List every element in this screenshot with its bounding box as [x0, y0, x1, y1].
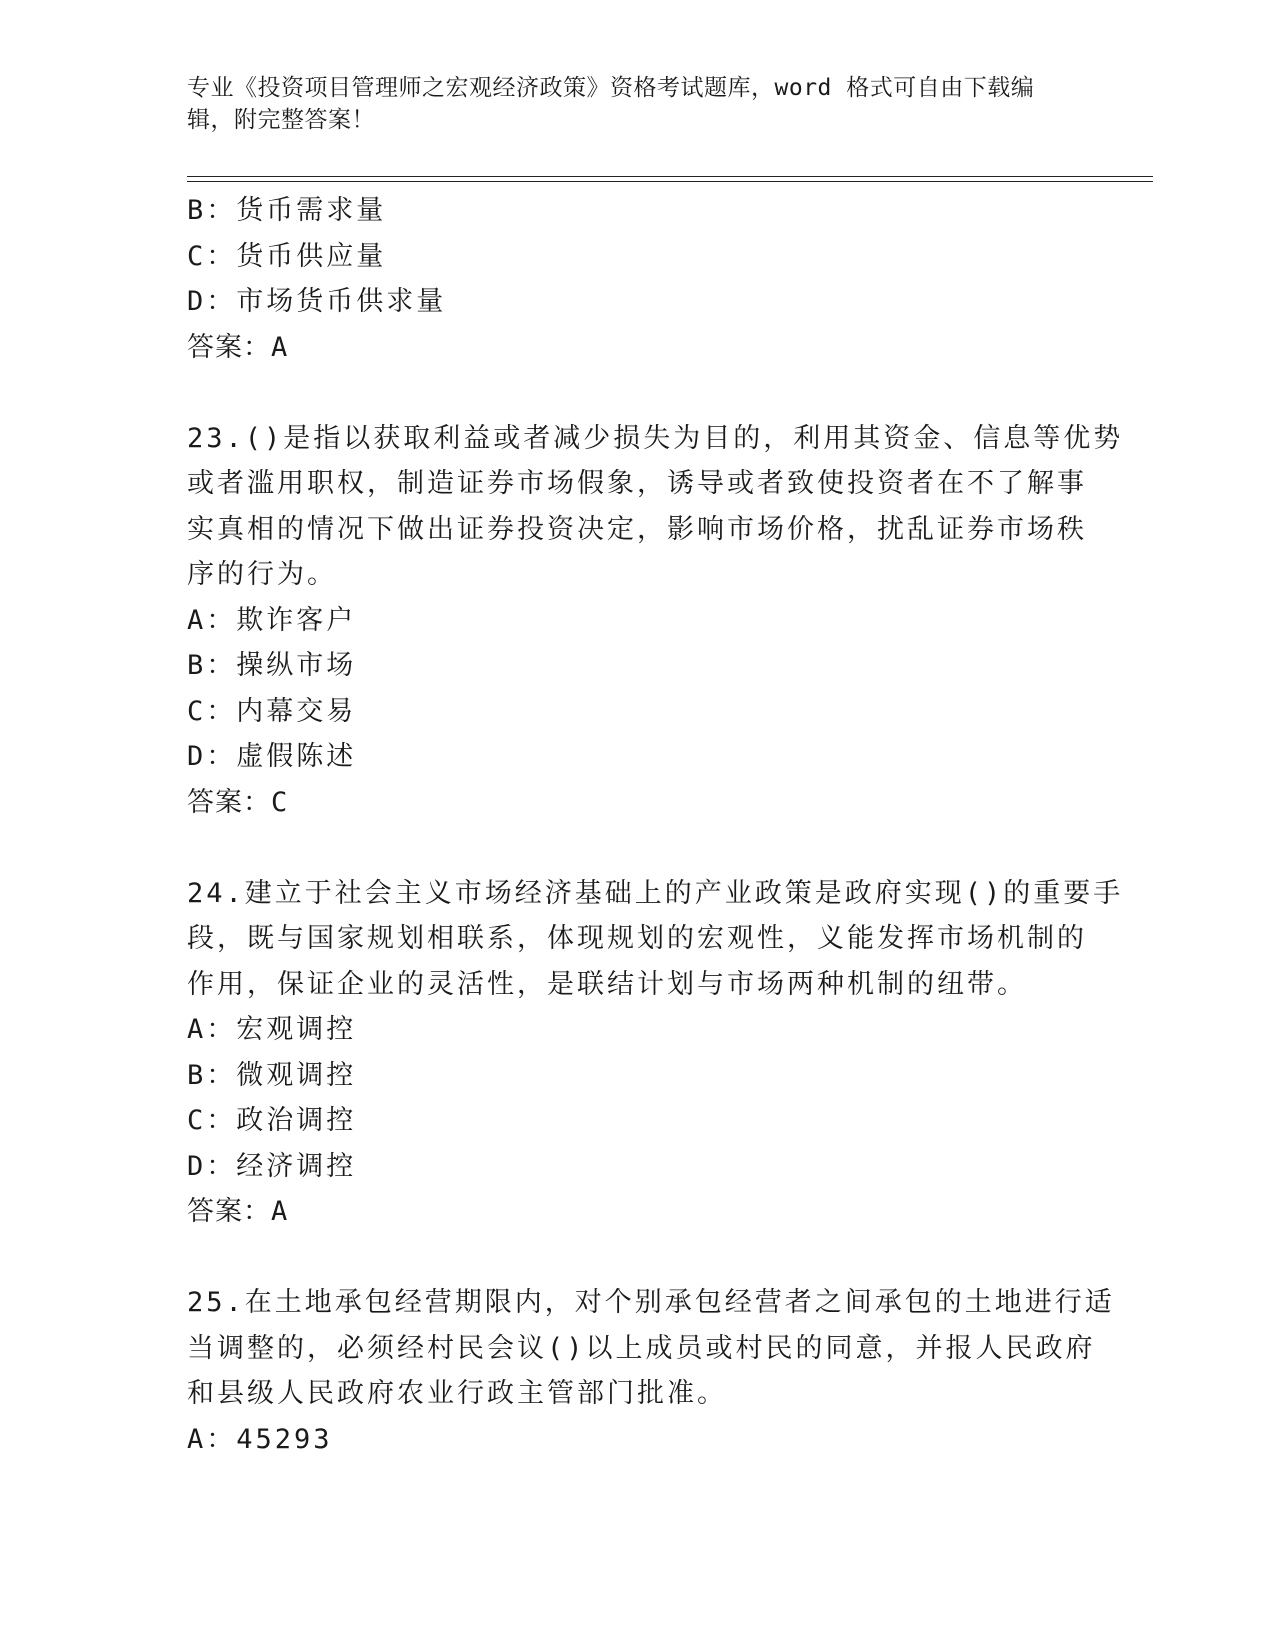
answer-label: 答案：: [187, 1196, 271, 1227]
question-stem-line: 和县级人民政府农业行政主管部门批准。: [187, 1378, 727, 1409]
question-24: [187, 871, 1124, 1235]
answer-label: 答案：: [187, 331, 271, 363]
answer-value: C: [271, 786, 289, 818]
question-stem-line: 当调整的，必须经村民会议()以上成员或村民的同意，并报人民政府: [187, 1332, 1096, 1364]
question-25: [187, 1280, 1115, 1462]
option-c: C：政治调控: [187, 1105, 357, 1136]
spacer: [187, 825, 1087, 871]
option-b: B：货币需求量: [187, 195, 387, 226]
question-22-continuation: [187, 188, 1087, 370]
answer-label: 答案：: [187, 786, 271, 818]
header-line: 专业《投资项目管理师之宏观经济政策》资格考试题库，word 格式可自由下载编: [187, 75, 1035, 101]
option-c: C：货币供应量: [187, 240, 387, 272]
question-stem-line: 或者滥用职权，制造证券市场假象，诱导或者致使投资者在不了解事: [187, 468, 1087, 499]
question-stem-line: 作用，保证企业的灵活性，是联结计划与市场两种机制的纽带。: [187, 968, 1027, 1000]
option-c: C：内幕交易: [187, 695, 357, 727]
question-stem-line: 25.在土地承包经营期限内，对个别承包经营者之间承包的土地进行适: [187, 1287, 1115, 1318]
spacer: [187, 1235, 1087, 1281]
option-d: D：经济调控: [187, 1150, 357, 1182]
answer-value: A: [271, 1196, 289, 1227]
question-stem-line: 24.建立于社会主义市场经济基础上的产业政策是政府实现()的重要手: [187, 877, 1124, 909]
option-a: A：45293: [187, 1423, 333, 1455]
spacer: [187, 370, 1087, 416]
answer-line: [187, 325, 1087, 371]
option-a: A：欺诈客户: [187, 604, 357, 636]
question-stem-line: 段，既与国家规划相联系，体现规划的宏观性，义能发挥市场机制的: [187, 923, 1087, 954]
question-stem-line: 序的行为。: [187, 559, 337, 590]
header-line: 辑，附完整答案！: [187, 107, 375, 133]
option-b: B：微观调控: [187, 1059, 357, 1091]
answer-value: A: [271, 331, 289, 363]
option-d: D：虚假陈述: [187, 741, 357, 772]
option-a: A：宏观调控: [187, 1014, 357, 1045]
question-stem-line: 实真相的情况下做出证券投资决定，影响市场价格，扰乱证券市场秩: [187, 513, 1087, 545]
option-b: B：操纵市场: [187, 650, 357, 681]
question-23: [187, 416, 1124, 826]
document-header: [187, 72, 1067, 136]
answer-line: [187, 1189, 1087, 1235]
question-stem-line: 23.()是指以获取利益或者减少损失为目的，利用其资金、信息等优势: [187, 422, 1124, 454]
answer-line: [187, 780, 1087, 826]
document-body: [187, 188, 1124, 1462]
option-d: D：市场货币供求量: [187, 286, 447, 317]
header-rule-top: [187, 176, 1153, 177]
header-rule-bottom: [187, 181, 1153, 182]
